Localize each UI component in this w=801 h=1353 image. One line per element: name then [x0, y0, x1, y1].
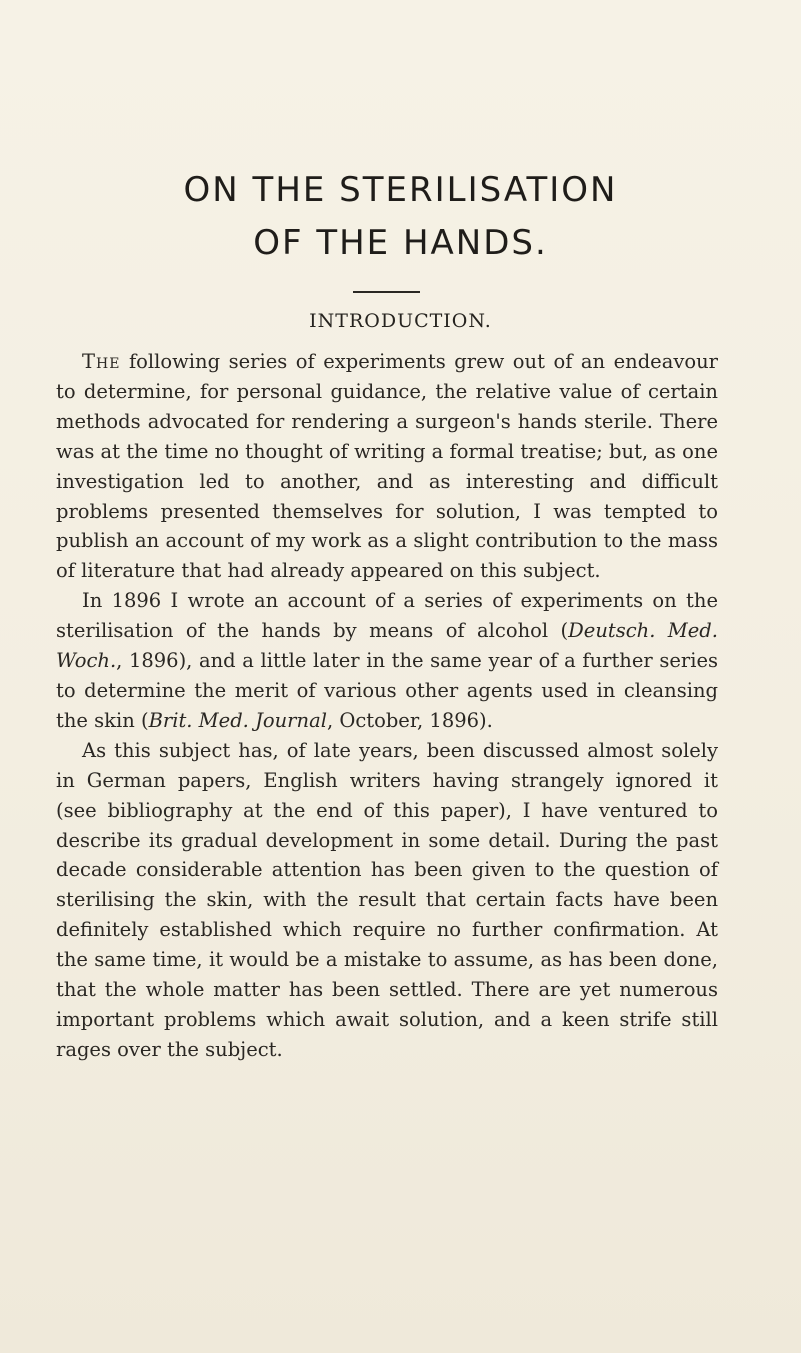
title-divider-rule: [353, 291, 420, 293]
paragraph-1-text: following series of experiments grew out of an endeavour to determine, for personal guidance, the relative value of certain methods advocated for rendering a surgeon's hands sterile. There was at the time no thought of writing a formal treatise; but, as one investigation led to another, and as interesting and difficult problems presented themselves for solution, I was tempted to publish an account of my work as a slight contribution to the mass of literature that had already appeared on this subject.: [56, 350, 718, 583]
paragraph-2-part2: , 1896), and a little later in the same year of a further series to determine the merit of various other agents used in cleansing the skin (: [56, 649, 718, 732]
document-title-line2: OF THE HANDS.: [253, 223, 548, 263]
paragraph-2-ref2: Brit. Med. Journal: [148, 708, 327, 732]
paragraph-2-ref1: Deutsch. Med. Woch.: [56, 619, 718, 673]
paragraph-2: [56, 586, 718, 736]
body-text: [56, 347, 718, 1065]
document-title-line1: ON THE STERILISATION: [183, 170, 618, 210]
paragraph-3-text: As this subject has, of late years, been discussed almost solely in German papers, English writers having strangely ignored it (see bibliography at the end of this paper), I have ventured to describe its gradual development in some detail. During the past decade considerable attention has been given to the question of sterilising the skin, with the result that certain facts have been definitely established which require no further confirmation. At the same time, it would be a mistake to assume, as has been done, that the whole matter has been settled. There are yet numerous important problems which await solution, and a keen strife still rages over the subject.: [56, 738, 718, 1061]
paragraph-1-lead: The: [82, 350, 121, 373]
paragraph-3: [56, 736, 718, 1065]
paragraph-1: [56, 347, 718, 586]
section-heading: INTRODUCTION.: [309, 310, 492, 332]
paragraph-2-part1: In 1896 I wrote an account of a series of experiments on the sterilisation of the hands by means of alcohol (: [56, 589, 718, 643]
paragraph-2-part3: , October, 1896).: [326, 708, 493, 732]
